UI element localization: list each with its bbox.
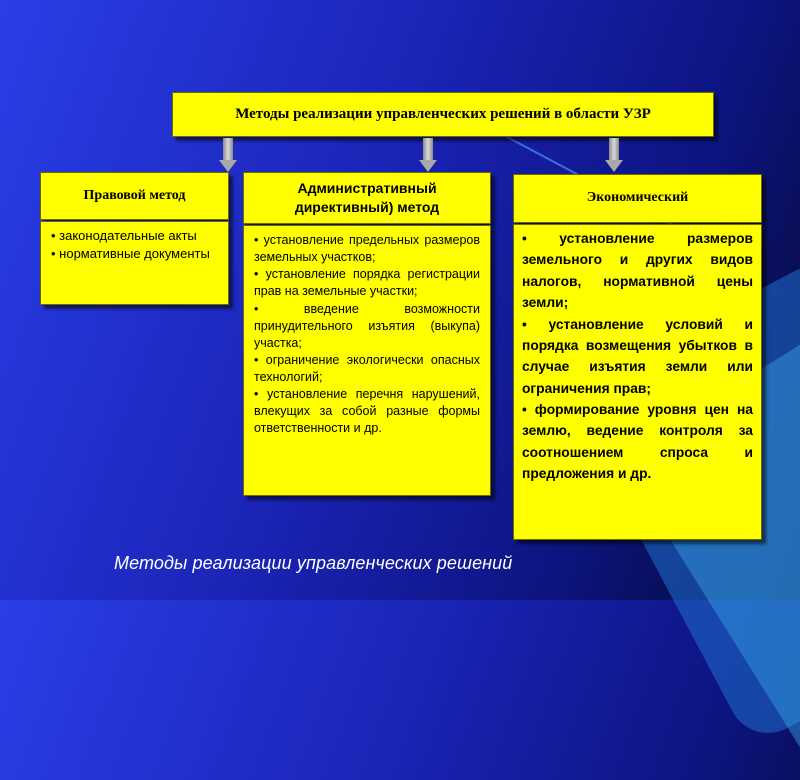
list-item: • введение возможности принудительного изъятия (выкупа) участка; [254, 301, 480, 350]
economic-method-header: Экономический [586, 190, 689, 206]
diagram-title-box [172, 92, 714, 137]
economic-method-content-box [513, 224, 762, 540]
list-item: • ограничение экологически опасных технологий; [254, 352, 480, 384]
legal-method-header-box [40, 172, 229, 220]
slide-footer: Методы реализации управленческих решений [114, 553, 513, 573]
list-item: • установление порядка регистрации прав на земельные участки; [254, 267, 480, 299]
list-item: • нормативные документы [51, 246, 210, 262]
list-item: • установление размеров земельного и других видов налогов, нормативной цены земли; [522, 231, 753, 311]
list-item: • формирование уровня цен на землю, ведение контроля за соотношением спроса и предложения и др. [522, 402, 753, 482]
list-item: • законодательные акты [51, 228, 197, 243]
arrow-down-icon [419, 138, 437, 174]
administrative-method-header: Административный директивный) метод [294, 180, 440, 215]
arrow-down-icon [219, 138, 237, 174]
list-item: • установление перечня нарушений, влекущих за собой разные формы ответственности и др. [254, 387, 480, 436]
administrative-method-content-box [243, 225, 491, 496]
list-item: • установление условий и порядка возмещения убытков в случае изъятия земли или ограничения прав; [522, 316, 753, 396]
arrow-down-icon [605, 138, 623, 174]
economic-method-header-box [513, 174, 762, 223]
list-item: • установление предельных размеров земельных участков; [254, 233, 480, 265]
diagram-title: Методы реализации управленческих решений в области УЗР [235, 106, 651, 122]
administrative-method-header-box [243, 172, 491, 224]
legal-method-header: Правовой метод [83, 187, 186, 203]
legal-method-content-box [40, 221, 229, 305]
